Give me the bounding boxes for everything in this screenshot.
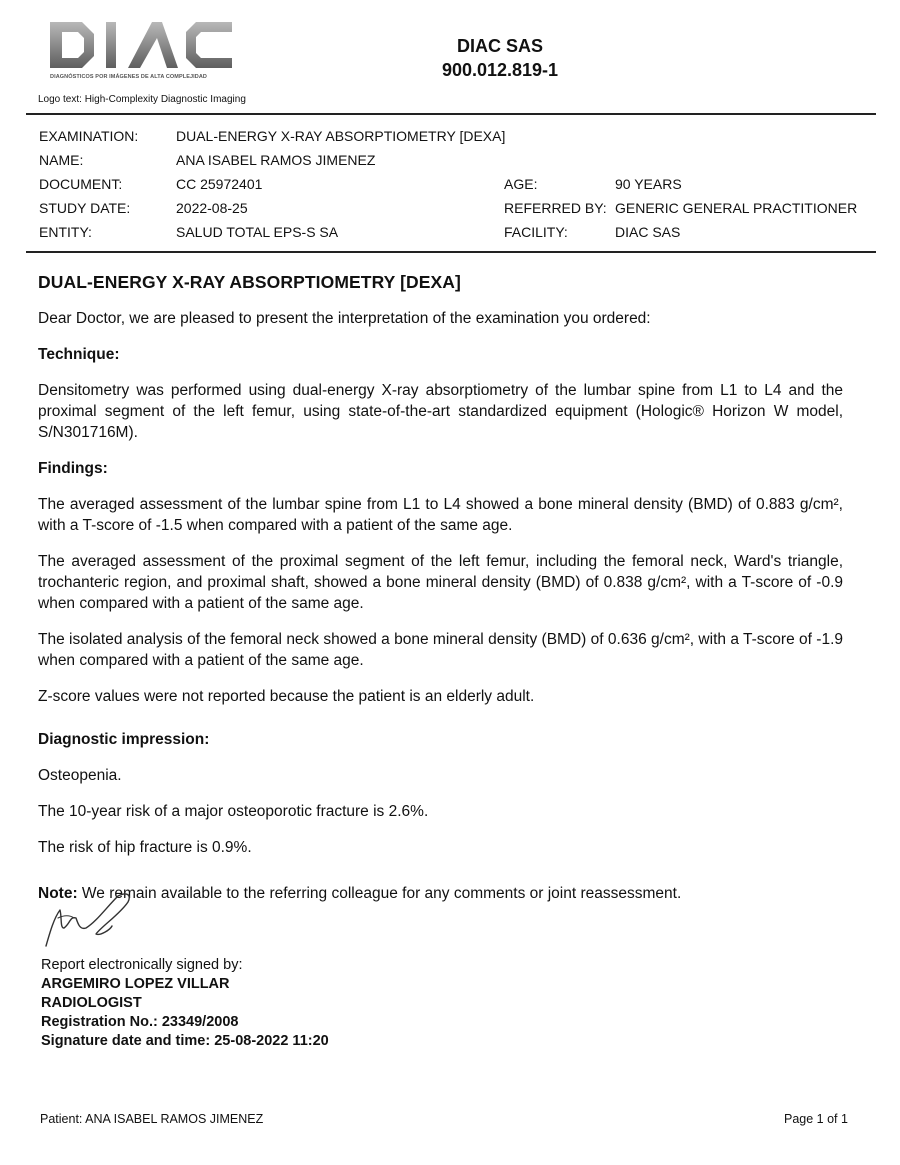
footer-page-number: Page 1 of 1	[784, 1112, 848, 1126]
footer-patient: Patient: ANA ISABEL RAMOS JIMENEZ	[40, 1112, 264, 1126]
signature-block	[41, 956, 329, 1051]
findings-heading: Findings:	[38, 460, 108, 477]
entity-label: ENTITY:	[39, 224, 92, 240]
name-label: NAME:	[39, 152, 84, 168]
report-title: DUAL-ENERGY X-RAY ABSORPTIOMETRY [DEXA]	[38, 272, 461, 292]
header-rule	[26, 113, 876, 115]
signed-by-line: Report electronically signed by:	[41, 957, 243, 973]
document-value: CC 25972401	[176, 176, 263, 192]
study-date-label: STUDY DATE:	[39, 200, 131, 216]
impression-item: The 10-year risk of a major osteoporotic fracture is 2.6%.	[38, 803, 429, 820]
name-value: ANA ISABEL RAMOS JIMENEZ	[176, 152, 376, 168]
registration-label: Registration No.:	[41, 1014, 158, 1030]
finding-paragraph: The isolated analysis of the femoral neck showed a bone mineral density (BMD) of 0.636 g/cm², with a T-score of -1.9 when compared with a patient of the same age.	[38, 631, 843, 669]
finding-paragraph: The averaged assessment of the proximal segment of the left femur, including the femoral neck, Ward's triangle, trochanteric region, and proximal shaft, showed a bone mineral density (BMD) of 0.838 g/cm², with a T-score of -0.9 when compared with a patient of the same age.	[38, 553, 843, 612]
examination-value: DUAL-ENERGY X-RAY ABSORPTIOMETRY [DEXA]	[176, 128, 506, 144]
organization-header	[380, 34, 620, 82]
impression-heading: Diagnostic impression:	[38, 731, 210, 748]
technique-text: Densitometry was performed using dual-energy X-ray absorptiometry of the lumbar spine from L1 to L4 and the proximal segment of the left femur, using state-of-the-art standardized equipment (Hologic® Horizon W model, S/N301716M).	[38, 382, 843, 441]
signature-datetime-value: 25-08-2022 11:20	[214, 1033, 329, 1049]
note-text: We remain available to the referring colleague for any comments or joint reassessment.	[81, 885, 682, 902]
diac-logo-mark	[36, 16, 246, 74]
finding-paragraph: The averaged assessment of the lumbar spine from L1 to L4 showed a bone mineral density (BMD) of 0.883 g/cm², with a T-score of -1.5 when compared with a patient of the same age.	[38, 496, 843, 534]
entity-value: SALUD TOTAL EPS-S SA	[176, 224, 339, 240]
examination-label: EXAMINATION:	[39, 128, 139, 144]
age-value: 90 YEARS	[615, 176, 682, 192]
organization-name: DIAC SAS	[456, 36, 543, 56]
signer-name: ARGEMIRO LOPEZ VILLAR	[41, 976, 230, 992]
note-label: Note:	[38, 885, 78, 902]
info-rule	[26, 251, 876, 253]
referred-by-value: GENERIC GENERAL PRACTITIONER	[615, 200, 858, 216]
age-label: AGE:	[504, 176, 538, 192]
registration-value: 23349/2008	[161, 1014, 239, 1030]
report-intro: Dear Doctor, we are pleased to present the interpretation of the examination you ordered:	[38, 310, 651, 327]
facility-label: FACILITY:	[504, 224, 568, 240]
logo-tagline: DIAGNÓSTICOS POR IMÁGENES DE ALTA COMPLEJIDAD	[50, 74, 207, 80]
facility-value: DIAC SAS	[615, 224, 681, 240]
signer-role: RADIOLOGIST	[41, 995, 142, 1011]
organization-tax-id: 900.012.819-1	[441, 60, 559, 80]
study-date-value: 2022-08-25	[176, 200, 248, 216]
document-label: DOCUMENT:	[39, 176, 123, 192]
impression-item: Osteopenia.	[38, 767, 122, 784]
company-logo	[36, 16, 246, 106]
handwritten-signature	[40, 888, 170, 952]
logo-note: Logo text: High-Complexity Diagnostic Imaging	[38, 94, 246, 105]
signature-datetime-label: Signature date and time:	[41, 1033, 211, 1049]
report-body	[38, 272, 843, 919]
impression-item: The risk of hip fracture is 0.9%.	[38, 839, 252, 856]
referred-by-label: REFERRED BY:	[504, 200, 607, 216]
finding-paragraph: Z-score values were not reported because the patient is an elderly adult.	[38, 688, 535, 705]
technique-heading: Technique:	[38, 346, 120, 363]
